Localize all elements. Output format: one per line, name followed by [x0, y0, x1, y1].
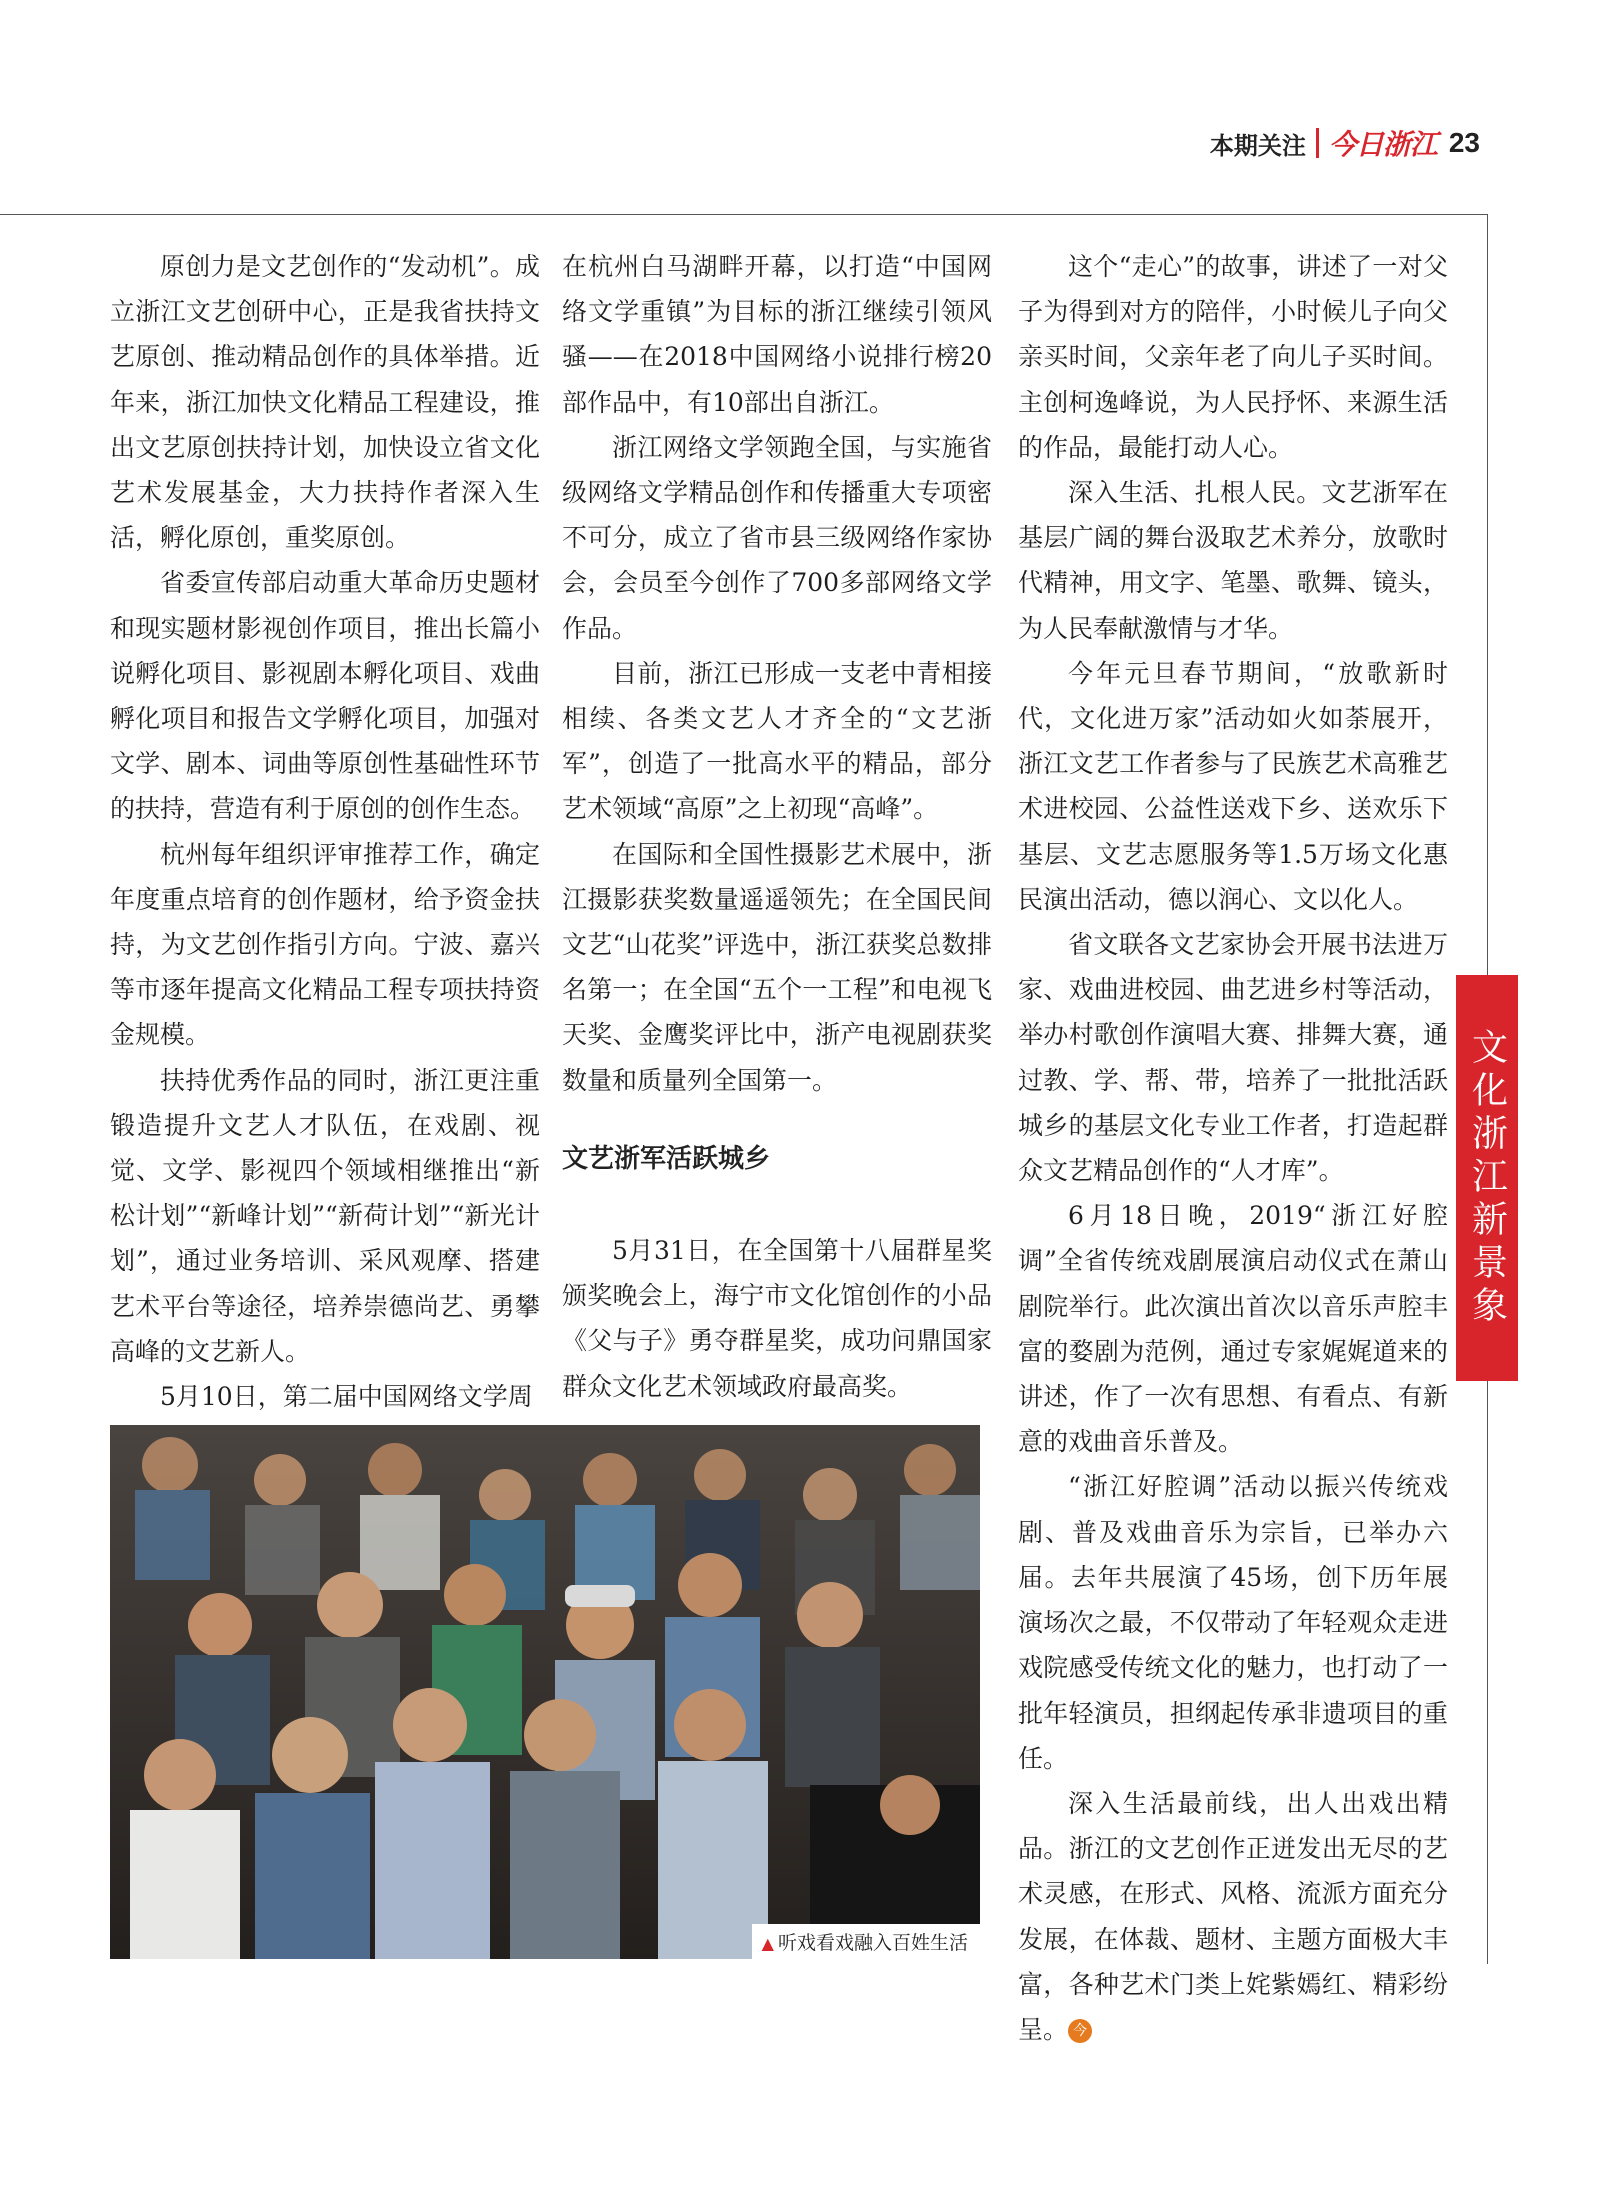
paragraph: 杭州每年组织评审推荐工作，确定年度重点培育的创作题材，给予资金扶持，为文艺创作指引方向。宁波、嘉兴等市逐年提高文化精品工程专项扶持资金规模。 — [110, 839, 540, 1050]
paragraph: 今年元旦春节期间，“放歌新时代，文化进万家”活动如火如荼展开，浙江文艺工作者参与了民族艺术高雅艺术进校园、公益性送戏下乡、送欢乐下基层、文艺志愿服务等1.5万场文化惠民演出活动，德以润心、文以化人。 — [1018, 658, 1448, 914]
page-header — [1210, 118, 1480, 168]
paragraph: 扶持优秀作品的同时，浙江更注重锻造提升文艺人才队伍，在戏剧、视觉、文学、影视四个领域相继推出“新松计划”“新峰计划”“新荷计划”“新光计划”，通过业务培训、采风观摩、搭建艺术平台等途径，培养崇德尚艺、勇攀高峰的文艺新人。 — [110, 1065, 540, 1366]
text-column-3 — [1018, 244, 1448, 2052]
paragraph: 原创力是文艺创作的“发动机”。成立浙江文艺创研中心，正是我省扶持文艺原创、推动精品创作的具体举措。近年来，浙江加快文化精品工程建设，推出文艺原创扶持计划，加快设立省文化艺术发展基金，大力扶持作者深入生活，孵化原创，重奖原创。 — [110, 252, 540, 553]
final-paragraph-text: 深入生活最前线，出人出戏出精品。浙江的文艺创作正迸发出无尽的艺术灵感，在形式、风格、流派方面充分发展，在体裁、题材、主题方面极大丰富，各种艺术门类上姹紫嫣红、精彩纷呈。 — [1018, 1788, 1448, 2044]
side-section-tab — [1456, 975, 1518, 1381]
paragraph: 深入生活、扎根人民。文艺浙军在基层广阔的舞台汲取艺术养分，放歌时代精神，用文字、笔墨、歌舞、镜头，为人民奉献激情与才华。 — [1018, 478, 1448, 643]
paragraph: 目前，浙江已形成一支老中青相接相续、各类文艺人才齐全的“文艺浙军”，创造了一批高水平的精品，部分艺术领域“高原”之上初现“高峰”。 — [562, 658, 992, 824]
page-number: 23 — [1448, 127, 1480, 158]
paragraph: 浙江网络文学领跑全国，与实施省级网络文学精品创作和传播重大专项密不可分，成立了省市县三级网络作家协会，会员至今创作了700多部网络文学作品。 — [562, 432, 992, 643]
paragraph: 在杭州白马湖畔开幕，以打造“中国网络文学重镇”为目标的浙江继续引领风骚——在2018中国网络小说排行榜20部作品中，有10部出自浙江。 — [562, 252, 992, 417]
top-rule — [0, 214, 1488, 215]
paragraph: 这个“走心”的故事，讲述了一对父子为得到对方的陪伴，小时候儿子向父亲买时间，父亲年老了向儿子买时间。主创柯逸峰说，为人民抒怀、来源生活的作品，最能打动人心。 — [1018, 252, 1448, 462]
paragraph: 5月10日，第二届中国网络文学周 — [160, 1382, 533, 1412]
header-divider — [1316, 128, 1319, 158]
paragraph: 6月18日晚，2019“浙江好腔调”全省传统戏剧展演启动仪式在萧山剧院举行。此次演出首次以音乐声腔丰富的婺剧为范例，通过专家娓娓道来的讲述，作了一次有思想、有看点、有新意的戏曲音乐普及。 — [1018, 1201, 1448, 1457]
section-label: 本期关注 — [1209, 131, 1306, 160]
photo-illustration — [110, 1425, 980, 1959]
paragraph: 5月31日，在全国第十八届群星奖颁奖晚会上，海宁市文化馆创作的小品《父与子》勇夺群星奖，成功问鼎国家群众文化艺术领域政府最高奖。 — [562, 1236, 992, 1401]
side-tab-label: 文化浙江新景象 — [1466, 1027, 1508, 1329]
text-column-1 — [110, 244, 540, 1419]
paragraph — [1018, 1781, 1448, 2052]
caption-triangle-icon: ▲ — [761, 1934, 774, 1953]
paragraph: 在国际和全国性摄影艺术展中，浙江摄影获奖数量遥遥领先；在全国民间文艺“山花奖”评选中，浙江获奖总数排名第一；在全国“五个一工程”和电视飞天奖、金鹰奖评比中，浙产电视剧获奖数量和质量列全国第一。 — [562, 839, 992, 1095]
paragraph: “浙江好腔调”活动以振兴传统戏剧、普及戏曲音乐为宗旨，已举办六届。去年共展演了45场，创下历年展演场次之最，不仅带动了年轻观众走进戏院感受传统文化的魅力，也打动了一批年轻演员，担纲起传承非遗项目的重任。 — [1018, 1472, 1448, 1773]
text-column-2 — [562, 244, 992, 1409]
photo-caption — [752, 1924, 980, 1959]
paragraph: 省委宣传部启动重大革命历史题材和现实题材影视创作项目，推出长篇小说孵化项目、影视剧本孵化项目、戏曲孵化项目和报告文学孵化项目，加强对文学、剧本、词曲等原创性基础性环节的扶持，营造有利于原创的创作生态。 — [110, 568, 540, 824]
end-mark-icon: 今 — [1068, 2019, 1092, 2043]
paragraph: 省文联各文艺家协会开展书法进万家、戏曲进校园、曲艺进乡村等活动，举办村歌创作演唱大赛、排舞大赛，通过教、学、帮、带，培养了一批批活跃城乡的基层文化专业工作者，打造起群众文艺精品创作的“人才库”。 — [1018, 930, 1448, 1186]
audience-photo — [110, 1425, 980, 1959]
magazine-logo: 今日浙江 — [1328, 128, 1437, 161]
caption-text: 听戏看戏融入百姓生活 — [777, 1932, 968, 1954]
section-subheading: 文艺浙军活跃城乡 — [562, 1143, 771, 1174]
